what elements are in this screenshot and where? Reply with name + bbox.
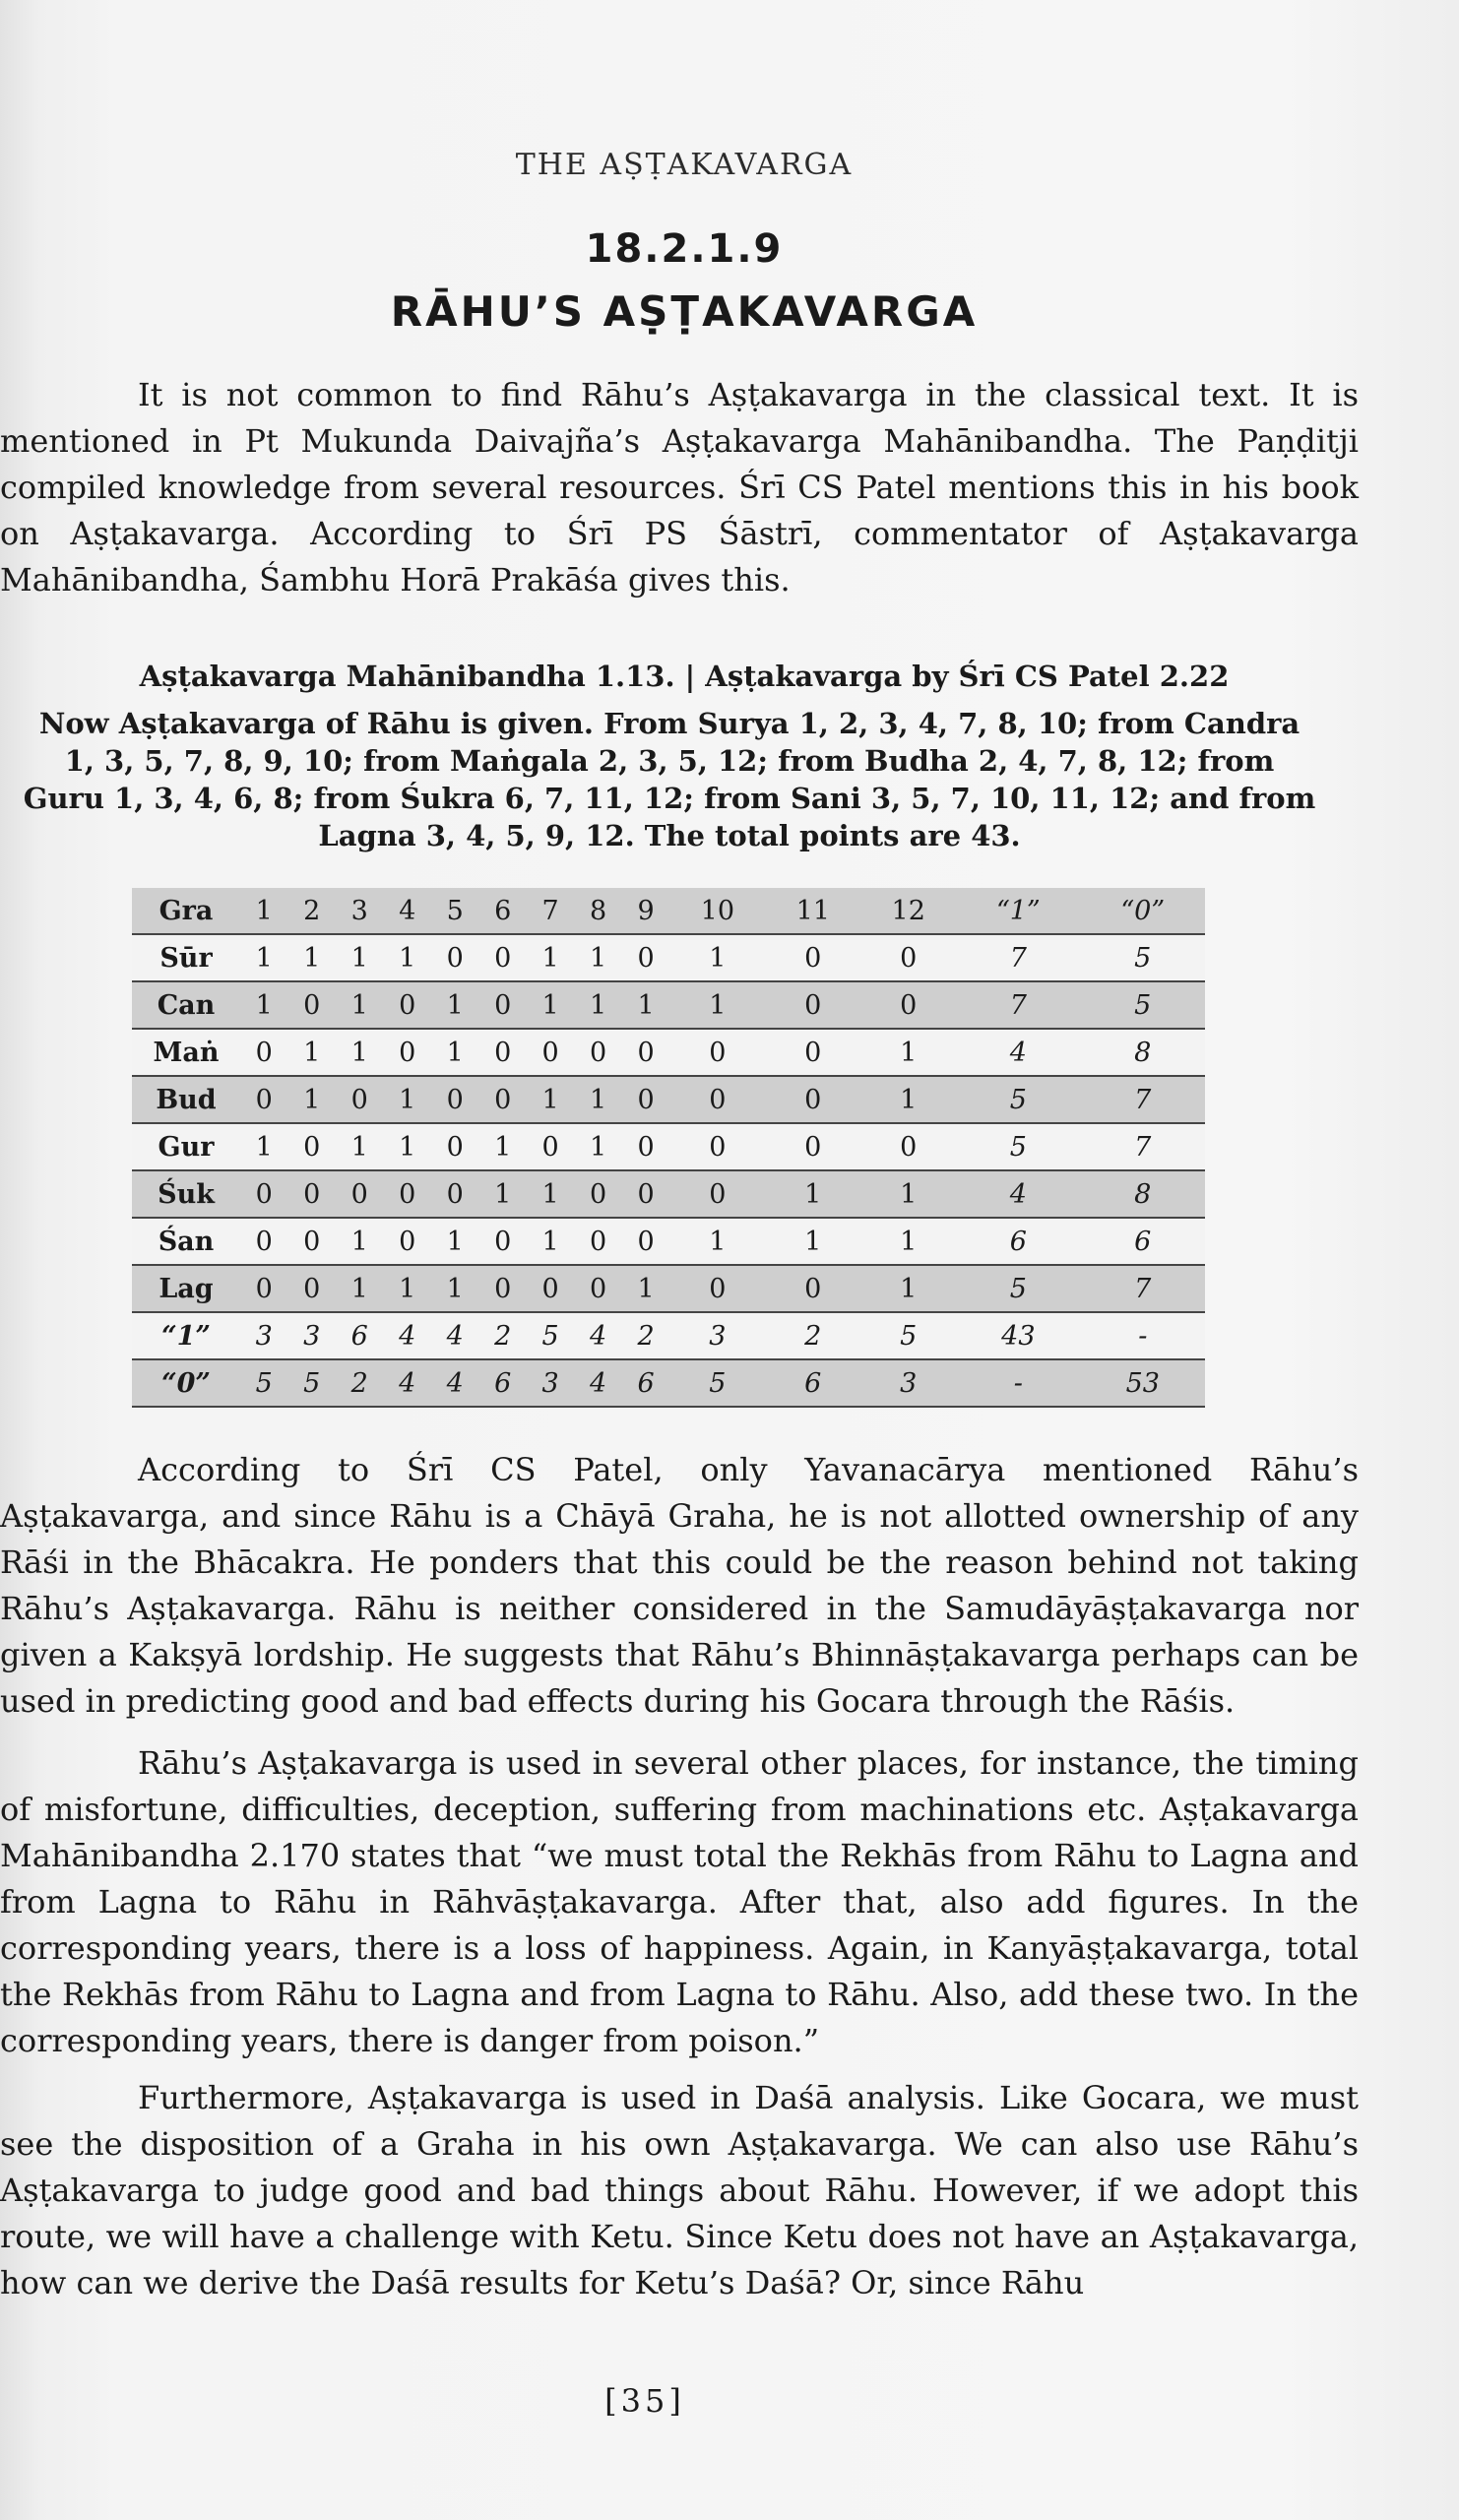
table-cell: 1 (287, 1076, 335, 1123)
paragraph-intro-text: It is not common to find Rāhu’s Aṣṭakavarga in the classical text. It is mentioned in Pt Mukunda Daivajña’s Aṣṭakavarga Mahānibandha. The Paṇḍitji compiled knowledge from several resources. Śrī CS Patel mentions this in his book on Aṣṭakavarga. According to Śrī PS Śāstrī, commentator of Aṣṭakavarga Mahānibandha, Śambhu Horā Prakāśa gives this. (0, 376, 1359, 598)
table-row (132, 1218, 1205, 1265)
paragraph-uses-text: Rāhu’s Aṣṭakavarga is used in several other places, for instance, the timing of misfortune, difficulties, deception, suffering from machinations etc. Aṣṭakavarga Mahānibandha 2.170 states that “we must total the Rekhās from Rāhu to Lagna and from Lagna to Rāhu in Rāhvāṣṭakavarga. After that, also add figures. In the corresponding years, there is a loss of happiness. Again, in Kanyāṣṭakavarga, total the Rekhās from Rāhu to Lagna and from Lagna to Rāhu. Also, add these two. In the corresponding years, there is danger from poison.” (0, 1744, 1359, 2059)
table-header-cell: 5 (431, 888, 478, 934)
table-cell: 5 (1081, 981, 1205, 1029)
paragraph-patel (0, 1447, 1359, 1725)
row-label: Sūr (132, 934, 240, 981)
table-cell: 0 (383, 1218, 430, 1265)
table-cell: 7 (956, 934, 1080, 981)
table-cell: 1 (622, 981, 669, 1029)
table-cell: 1 (336, 934, 383, 981)
paragraph-dasa-text: Furthermore, Aṣṭakavarga is used in Daśā analysis. Like Gocara, we must see the disposition of a Graha in his own Aṣṭakavarga. We can also use Rāhu’s Aṣṭakavarga to judge good and bad things about Rāhu. However, if we adopt this route, we will have a challenge with Ketu. Since Ketu does not have an Aṣṭakavarga, how can we derive the Daśā results for Ketu’s Daśā? Or, since Rāhu (0, 2079, 1359, 2301)
table-cell: 0 (622, 1218, 669, 1265)
table-cell: 1 (287, 934, 335, 981)
running-head: THE AṢṬAKAVARGA (515, 148, 854, 182)
table-cell: 3 (669, 1312, 765, 1359)
table-header-cell: 9 (622, 888, 669, 934)
table-cell: 4 (956, 1029, 1080, 1076)
table-cell: 4 (431, 1359, 478, 1407)
table-cell: 6 (622, 1359, 669, 1407)
table-cell: 4 (383, 1312, 430, 1359)
table-cell: 0 (765, 981, 860, 1029)
table-cell: 0 (669, 1123, 765, 1170)
table-header-corner: Gra (132, 888, 240, 934)
table-cell: 6 (1081, 1218, 1205, 1265)
quote-text: Now Aṣṭakavarga of Rāhu is given. From Surya 1, 2, 3, 4, 7, 8, 10; from Candra 1, 3, 5, 7, 8, 9, 10; from Maṅgala 2, 3, 5, 12; from Budha 2, 4, 7, 8, 12; from Guru 1, 3, 4, 6, 8; from Śukra 6, 7, 11, 12; from Sani 3, 5, 7, 10, 11, 12; and from Lagna 3, 4, 5, 9, 12. The total points are 43. (23, 707, 1316, 852)
table-cell: 1 (478, 1170, 526, 1218)
table-cell: 1 (860, 1170, 956, 1218)
row-label: Maṅ (132, 1029, 240, 1076)
table-cell: 1 (383, 934, 430, 981)
table-row (132, 1265, 1205, 1312)
table-cell: 0 (622, 1029, 669, 1076)
table-cell: 0 (669, 1170, 765, 1218)
table-cell: 5 (956, 1076, 1080, 1123)
table-cell: 0 (431, 1123, 478, 1170)
table-cell: 0 (622, 934, 669, 981)
table-cell: 0 (527, 1123, 574, 1170)
table-header-cell: 4 (383, 888, 430, 934)
section-number: 18.2.1.9 (585, 226, 784, 272)
row-label: Bud (132, 1076, 240, 1123)
table-cell: 1 (336, 1029, 383, 1076)
table-cell: 5 (669, 1359, 765, 1407)
table-cell: 6 (336, 1312, 383, 1359)
table-cell: 0 (527, 1265, 574, 1312)
table-cell: 5 (860, 1312, 956, 1359)
table-cell: 1 (574, 934, 621, 981)
table-cell: 0 (287, 1218, 335, 1265)
table-cell: 0 (478, 1029, 526, 1076)
table-cell: 0 (860, 981, 956, 1029)
table-cell: 5 (956, 1123, 1080, 1170)
table-cell: 7 (956, 981, 1080, 1029)
table-cell: 0 (765, 1123, 860, 1170)
table-cell: 0 (240, 1265, 287, 1312)
table-cell: 0 (765, 1265, 860, 1312)
table-cell: 6 (765, 1359, 860, 1407)
page-number: [35] (604, 2382, 685, 2420)
table-cell: 1 (669, 934, 765, 981)
table-cell: 0 (622, 1123, 669, 1170)
table-header-cell: 2 (287, 888, 335, 934)
table-header-cell: 6 (478, 888, 526, 934)
table-cell: 1 (527, 1076, 574, 1123)
table-cell: 3 (287, 1312, 335, 1359)
table-cell: 4 (383, 1359, 430, 1407)
table-cell: 0 (287, 1170, 335, 1218)
table-cell: 0 (383, 1029, 430, 1076)
table-cell: 5 (240, 1359, 287, 1407)
table-header-cell: 12 (860, 888, 956, 934)
table-row (132, 981, 1205, 1029)
row-label: “0” (132, 1359, 240, 1407)
table-cell: 8 (1081, 1029, 1205, 1076)
table-row (132, 1029, 1205, 1076)
table-cell: 6 (956, 1218, 1080, 1265)
table-cell: 1 (383, 1076, 430, 1123)
table-header-cell: 11 (765, 888, 860, 934)
paragraph-patel-text: According to Śrī CS Patel, only Yavanacārya mentioned Rāhu’s Aṣṭakavarga, and since Rāhu is a Chāyā Graha, he is not allotted ownership of any Rāśi in the Bhācakra. He ponders that this could be the reason behind not taking Rāhu’s Aṣṭakavarga. Rāhu is neither considered in the Samudāyāṣṭakavarga nor given a Kakṣyā lordship. He suggests that Rāhu’s Bhinnāṣṭakavarga perhaps can be used in predicting good and bad effects during his Gocara through the Rāśis. (0, 1451, 1359, 1720)
table-header-cell: 8 (574, 888, 621, 934)
table-cell: 5 (527, 1312, 574, 1359)
table-header-cell: 3 (336, 888, 383, 934)
table-cell: 0 (478, 1265, 526, 1312)
table-cell: 0 (622, 1170, 669, 1218)
table-cell: 1 (431, 1218, 478, 1265)
table-cell: 1 (669, 1218, 765, 1265)
table-header-cell: 1 (240, 888, 287, 934)
quote-source: Aṣṭakavarga Mahānibandha 1.13. | Aṣṭakavarga by Śrī CS Patel 2.22 (139, 660, 1230, 693)
table-cell: 1 (860, 1029, 956, 1076)
table-cell: 0 (669, 1265, 765, 1312)
paragraph-intro (0, 372, 1359, 603)
table-cell: 0 (765, 1076, 860, 1123)
table-cell: 1 (383, 1265, 430, 1312)
table-cell: - (1081, 1312, 1205, 1359)
table-cell: 1 (431, 981, 478, 1029)
table-cell: 1 (765, 1218, 860, 1265)
section-title: RĀHU’S AṢṬAKAVARGA (390, 287, 979, 336)
table-cell: 7 (1081, 1123, 1205, 1170)
paragraph-dasa (0, 2075, 1359, 2306)
table-cell: 0 (574, 1170, 621, 1218)
table-row (132, 1312, 1205, 1359)
table-cell: 2 (622, 1312, 669, 1359)
table-header-cell: 7 (527, 888, 574, 934)
table-cell: 7 (1081, 1076, 1205, 1123)
row-label: Lag (132, 1265, 240, 1312)
table-cell: 0 (383, 981, 430, 1029)
table-cell: 0 (240, 1218, 287, 1265)
row-label: Gur (132, 1123, 240, 1170)
table-cell: 1 (431, 1029, 478, 1076)
table-cell: 1 (860, 1076, 956, 1123)
table-cell: 6 (478, 1359, 526, 1407)
table-cell: 1 (336, 1123, 383, 1170)
table-row (132, 1076, 1205, 1123)
table-cell: 4 (574, 1312, 621, 1359)
table-cell: - (956, 1359, 1080, 1407)
table-cell: 1 (240, 981, 287, 1029)
table-cell: 53 (1081, 1359, 1205, 1407)
table-cell: 0 (240, 1029, 287, 1076)
table-cell: 1 (383, 1123, 430, 1170)
table-cell: 0 (287, 1265, 335, 1312)
table-cell: 0 (860, 1123, 956, 1170)
row-label: “1” (132, 1312, 240, 1359)
row-label: Śuk (132, 1170, 240, 1218)
paragraph-uses (0, 1740, 1359, 2064)
table-cell: 0 (860, 934, 956, 981)
table-cell: 0 (287, 1123, 335, 1170)
table-cell: 2 (765, 1312, 860, 1359)
table-cell: 1 (860, 1265, 956, 1312)
table-cell: 0 (574, 1218, 621, 1265)
table-cell: 1 (527, 1218, 574, 1265)
table-cell: 4 (574, 1359, 621, 1407)
table-cell: 3 (240, 1312, 287, 1359)
table-cell: 0 (574, 1029, 621, 1076)
table-cell: 0 (287, 981, 335, 1029)
table-cell: 0 (336, 1170, 383, 1218)
table-cell: 5 (1081, 934, 1205, 981)
table-row (132, 1170, 1205, 1218)
table-cell: 0 (574, 1265, 621, 1312)
table-cell: 0 (669, 1076, 765, 1123)
table-cell: 0 (431, 1076, 478, 1123)
table-cell: 0 (431, 1170, 478, 1218)
table-cell: 1 (431, 1265, 478, 1312)
table-cell: 0 (478, 934, 526, 981)
table-cell: 1 (336, 1265, 383, 1312)
table-cell: 1 (860, 1218, 956, 1265)
table-cell: 1 (574, 1076, 621, 1123)
table-cell: 0 (431, 934, 478, 981)
table-cell: 2 (336, 1359, 383, 1407)
table-cell: 1 (240, 934, 287, 981)
table-cell: 0 (765, 1029, 860, 1076)
table-cell: 0 (478, 981, 526, 1029)
table-cell: 3 (860, 1359, 956, 1407)
table-cell: 1 (765, 1170, 860, 1218)
table-row (132, 1123, 1205, 1170)
table-row (132, 1359, 1205, 1407)
table-cell: 1 (574, 981, 621, 1029)
table-cell: 1 (574, 1123, 621, 1170)
table-cell: 5 (287, 1359, 335, 1407)
table-cell: 1 (527, 934, 574, 981)
table-header-cell: “0” (1081, 888, 1205, 934)
rahu-astakavarga-table (132, 888, 1205, 1408)
table-cell: 1 (240, 1123, 287, 1170)
table-cell: 7 (1081, 1265, 1205, 1312)
table-cell: 1 (336, 981, 383, 1029)
table-cell: 1 (527, 981, 574, 1029)
table-header-row (132, 888, 1205, 934)
table-cell: 43 (956, 1312, 1080, 1359)
table-cell: 1 (336, 1218, 383, 1265)
table-cell: 0 (669, 1029, 765, 1076)
table-header-cell: 10 (669, 888, 765, 934)
table-cell: 0 (622, 1076, 669, 1123)
table-cell: 0 (527, 1029, 574, 1076)
table-cell: 1 (622, 1265, 669, 1312)
table-cell: 0 (336, 1076, 383, 1123)
table-cell: 0 (765, 934, 860, 981)
table-cell: 1 (669, 981, 765, 1029)
table-row (132, 934, 1205, 981)
table-header-cell: “1” (956, 888, 1080, 934)
table-cell: 1 (478, 1123, 526, 1170)
table-cell: 2 (478, 1312, 526, 1359)
table-cell: 5 (956, 1265, 1080, 1312)
table-cell: 0 (240, 1076, 287, 1123)
row-label: Śan (132, 1218, 240, 1265)
table-cell: 1 (527, 1170, 574, 1218)
table-cell: 1 (287, 1029, 335, 1076)
table-cell: 0 (383, 1170, 430, 1218)
table-cell: 4 (431, 1312, 478, 1359)
table-cell: 0 (478, 1076, 526, 1123)
row-label: Can (132, 981, 240, 1029)
table-cell: 0 (240, 1170, 287, 1218)
table-cell: 8 (1081, 1170, 1205, 1218)
table-cell: 0 (478, 1218, 526, 1265)
table-cell: 4 (956, 1170, 1080, 1218)
table-cell: 3 (527, 1359, 574, 1407)
